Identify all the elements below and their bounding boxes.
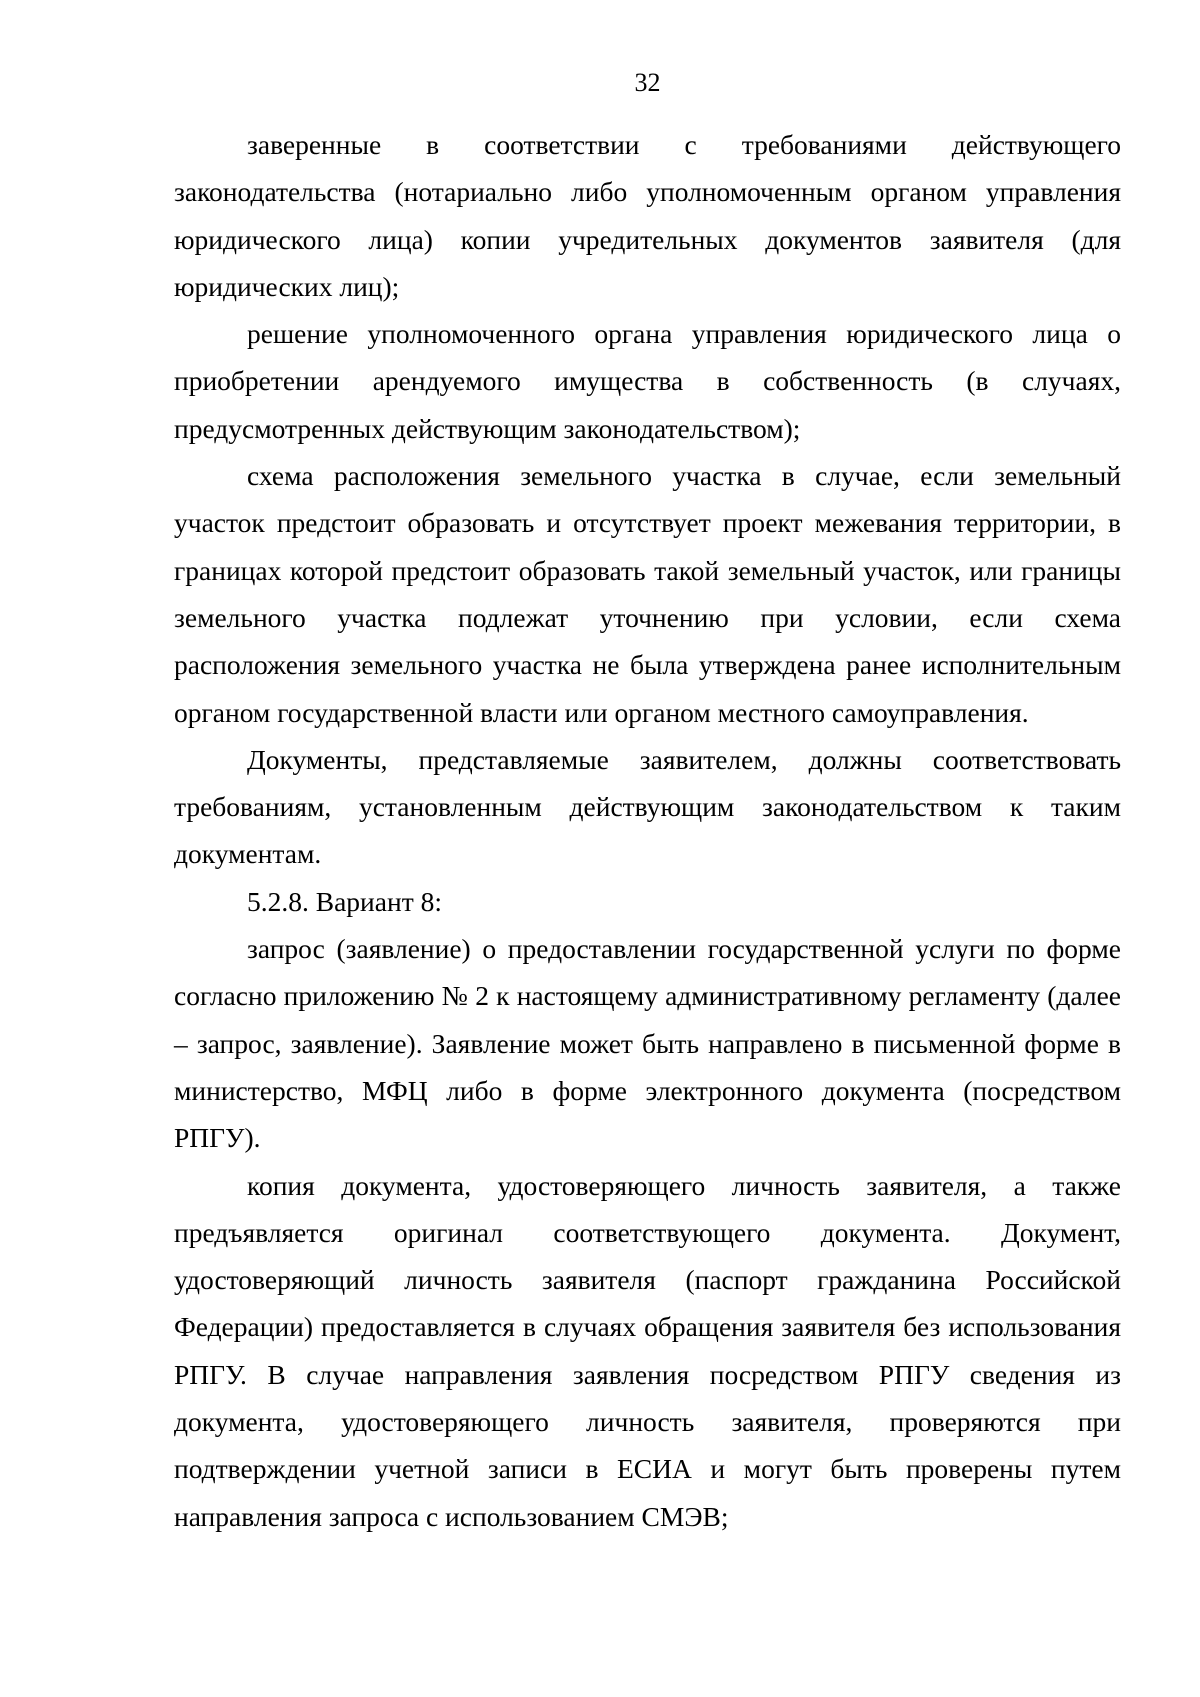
paragraph-land-plot-scheme: схема расположения земельного участка в случае, если земельный участок предстоит образовать и отсутствует проект межевания территории, в границах которой предстоит образовать такой земельный участок, или границы земельного участка подлежат уточнению при условии, если схема расположения земельного участка не была утверждена ранее исполнительным органом государственной власти или органом местного самоуправления. [174,460,1121,728]
document-body [174,121,1121,1540]
paragraph-certified-copies: заверенные в соответствии с требованиями действующего законодательства (нотариально либо уполномоченным органом управления юридического лица) копии учредительных документов заявителя (для юридических лиц); [174,129,1121,302]
paragraph-application-request: запрос (заявление) о предоставлении государственной услуги по форме согласно приложению № 2 к настоящему административному регламенту (далее – запрос, заявление). Заявление может быть направлено в письменной форме в министерство, МФЦ либо в форме электронного документа (посредством РПГУ). [174,933,1121,1154]
paragraph-acquisition-decision: решение уполномоченного органа управления юридического лица о приобретении арендуемого имущества в собственность (в случаях, предусмотренных действующим законодательством); [174,318,1121,444]
paragraph-document-requirements: Документы, представляемые заявителем, должны соответствовать требованиям, установленным действующим законодательством к таким документам. [174,743,1121,870]
page-number: 32 [634,68,661,97]
section-heading-variant-8: 5.2.8. Вариант 8: [247,885,442,917]
paragraph-identity-document: копия документа, удостоверяющего личность заявителя, а также предъявляется оригинал соответствующего документа. Документ, удостоверяющий личность заявителя (паспорт гражданина Российской Федерации) предоставляется в случаях обращения заявителя без использования РПГУ. В случае направления заявления посредством РПГУ сведения из документа, удостоверяющего личность заявителя, проверяются при подтверждении учетной записи в ЕСИА и могут быть проверены путем направления запроса с использованием СМЭВ; [174,1169,1121,1532]
